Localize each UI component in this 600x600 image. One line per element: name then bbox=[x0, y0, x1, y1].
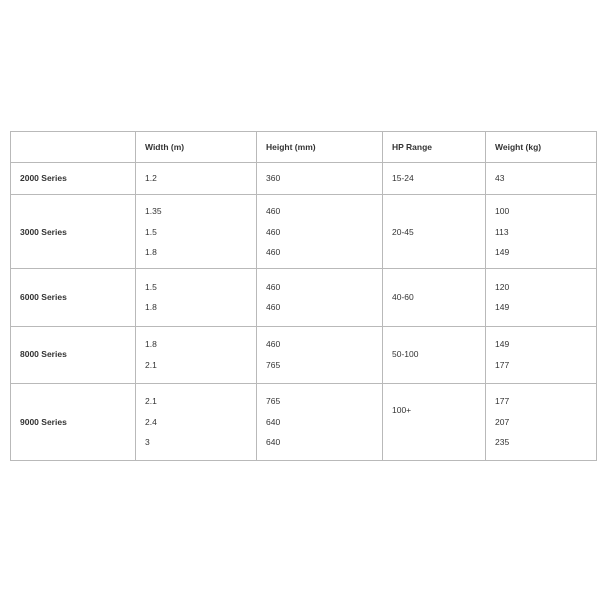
width-value: 1.8 bbox=[145, 247, 157, 258]
width-value: 1.35 bbox=[145, 206, 162, 217]
height-value: 765 bbox=[266, 396, 281, 407]
hp-range-cell: 50-100 bbox=[383, 326, 486, 383]
width-cell bbox=[136, 326, 257, 383]
weight-value: 113 bbox=[495, 226, 509, 237]
weight-value: 177 bbox=[495, 396, 510, 407]
weight-value: 149 bbox=[495, 339, 510, 350]
header-cell-height: Height (mm) bbox=[257, 132, 383, 163]
weight-value: 149 bbox=[495, 302, 510, 313]
width-value: 1.2 bbox=[145, 173, 157, 184]
height-cell bbox=[257, 163, 383, 195]
width-value: 1.5 bbox=[145, 226, 157, 237]
width-cell bbox=[136, 195, 257, 269]
series-name-cell: 6000 Series bbox=[11, 269, 136, 326]
hp-range-cell bbox=[383, 383, 486, 460]
weight-value: 100 bbox=[495, 206, 510, 217]
height-value: 640 bbox=[266, 416, 281, 427]
width-value: 1.8 bbox=[145, 302, 157, 313]
height-value: 460 bbox=[266, 226, 281, 237]
header-cell-width: Width (m) bbox=[136, 132, 257, 163]
width-value: 1.8 bbox=[145, 339, 157, 350]
weight-value: 207 bbox=[495, 416, 510, 427]
height-value: 460 bbox=[266, 302, 281, 313]
weight-cell bbox=[486, 163, 597, 195]
weight-cell bbox=[486, 195, 597, 269]
series-name-cell: 8000 Series bbox=[11, 326, 136, 383]
weight-value: 149 bbox=[495, 247, 510, 258]
height-value: 640 bbox=[266, 437, 281, 448]
hp-range-cell: 20-45 bbox=[383, 195, 486, 269]
height-value: 460 bbox=[266, 339, 281, 350]
table-row bbox=[11, 269, 597, 326]
series-name-cell: 2000 Series bbox=[11, 163, 136, 195]
height-value: 765 bbox=[266, 359, 281, 370]
height-cell bbox=[257, 195, 383, 269]
table-row bbox=[11, 195, 597, 269]
width-value: 2.1 bbox=[145, 359, 157, 370]
table-row bbox=[11, 163, 597, 195]
header-cell-weight: Weight (kg) bbox=[486, 132, 597, 163]
height-cell bbox=[257, 383, 383, 460]
width-value: 3 bbox=[145, 437, 150, 448]
hp-range-value: 100+ bbox=[392, 404, 412, 415]
header-cell-hp-range: HP Range bbox=[383, 132, 486, 163]
height-value: 460 bbox=[266, 206, 281, 217]
weight-cell bbox=[486, 269, 597, 326]
weight-value: 120 bbox=[495, 281, 510, 292]
height-value: 460 bbox=[266, 247, 281, 258]
height-value: 360 bbox=[266, 173, 281, 184]
width-value: 2.1 bbox=[145, 396, 157, 407]
height-cell bbox=[257, 269, 383, 326]
weight-value: 177 bbox=[495, 359, 510, 370]
hp-range-cell: 40-60 bbox=[383, 269, 486, 326]
weight-cell bbox=[486, 383, 597, 460]
width-value: 2.4 bbox=[145, 416, 157, 427]
hp-range-cell: 15-24 bbox=[383, 163, 486, 195]
spec-table bbox=[10, 131, 597, 461]
width-cell bbox=[136, 269, 257, 326]
weight-value: 43 bbox=[495, 173, 505, 184]
table-row bbox=[11, 383, 597, 460]
table-header-row bbox=[11, 132, 597, 163]
height-cell bbox=[257, 326, 383, 383]
header-cell-empty bbox=[11, 132, 136, 163]
height-value: 460 bbox=[266, 281, 281, 292]
width-cell bbox=[136, 163, 257, 195]
series-name-cell: 3000 Series bbox=[11, 195, 136, 269]
width-value: 1.5 bbox=[145, 281, 157, 292]
table-row bbox=[11, 326, 597, 383]
width-cell bbox=[136, 383, 257, 460]
series-name-cell: 9000 Series bbox=[11, 383, 136, 460]
weight-cell bbox=[486, 326, 597, 383]
weight-value: 235 bbox=[495, 437, 510, 448]
